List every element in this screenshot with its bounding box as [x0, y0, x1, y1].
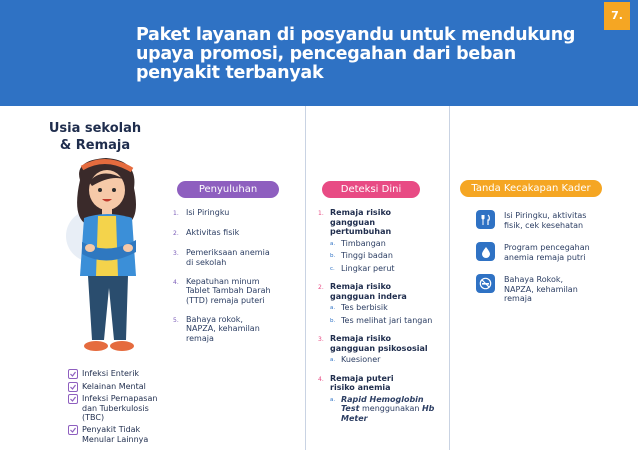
header-banner — [0, 0, 638, 106]
list-item: 3. Pemeriksaan anemia di sekolah — [173, 248, 270, 267]
kader-item: Program pencegahan anemia remaja putri — [476, 242, 616, 262]
kader-item: Bahaya Rokok, NAPZA, kehamilan remaja — [476, 274, 616, 304]
target-group-title: Usia sekolah & Remaja — [48, 121, 142, 153]
kader-header: Tanda Kecakapan Kader — [460, 180, 602, 197]
disease-item: Penyakit Tidak Menular Lainnya — [68, 425, 168, 444]
checkbox-icon — [68, 369, 78, 379]
penyuluhan-header: Penyuluhan — [177, 181, 279, 198]
disease-list — [68, 369, 168, 447]
girl-illustration — [62, 158, 158, 358]
checkbox-icon — [68, 394, 78, 404]
deteksi-dini-header: Deteksi Dini — [322, 181, 420, 198]
page-number-badge: 7. — [604, 2, 630, 30]
page-title: Paket layanan di posyandu untuk mendukung upaya promosi, pencegahan dari beban penyakit terbanyak — [136, 25, 576, 83]
penyuluhan-list — [173, 208, 293, 353]
disease-item: Infeksi Enterik — [68, 369, 168, 379]
kader-item: Isi Piringku, aktivitas fisik, cek kesehatan — [476, 210, 616, 230]
checkbox-icon — [68, 425, 78, 435]
list-item: 1. Isi Piringku — [173, 208, 230, 217]
deteksi-dini-list — [318, 208, 446, 431]
list-item: 2. Remaja risiko gangguan indera a. Tes berbisik b. Tes melihat jari tangan — [318, 282, 433, 325]
list-item: 5. Bahaya rokok, NAPZA, kehamilan remaja — [173, 314, 260, 343]
list-item: 2. Aktivitas fisik — [173, 228, 240, 237]
list-item: 3. Remaja risiko gangguan psikososial a. Kuesioner — [318, 334, 428, 364]
cutlery-icon — [476, 210, 495, 229]
column-divider-1 — [305, 106, 306, 450]
list-item: 4. Remaja puteri risiko anemia a. Rapid Hemoglobin Test menggunakan Hb Meter — [318, 373, 435, 423]
disease-item: Kelainan Mental — [68, 382, 168, 392]
list-item: 4. Kepatuhan minum Tablet Tambah Darah (TTD) remaja puteri — [173, 276, 271, 305]
list-item: 1. Remaja risiko gangguan pertumbuhan a. Timbangan b. Tinggi badan c. Lingkar perut — [318, 208, 395, 273]
no-smoking-icon — [476, 274, 495, 293]
disease-item: Infeksi Pernapasan dan Tuberkulosis (TBC) — [68, 394, 168, 423]
blood-drop-icon — [476, 242, 495, 261]
checkbox-icon — [68, 382, 78, 392]
column-divider-2 — [449, 106, 450, 450]
